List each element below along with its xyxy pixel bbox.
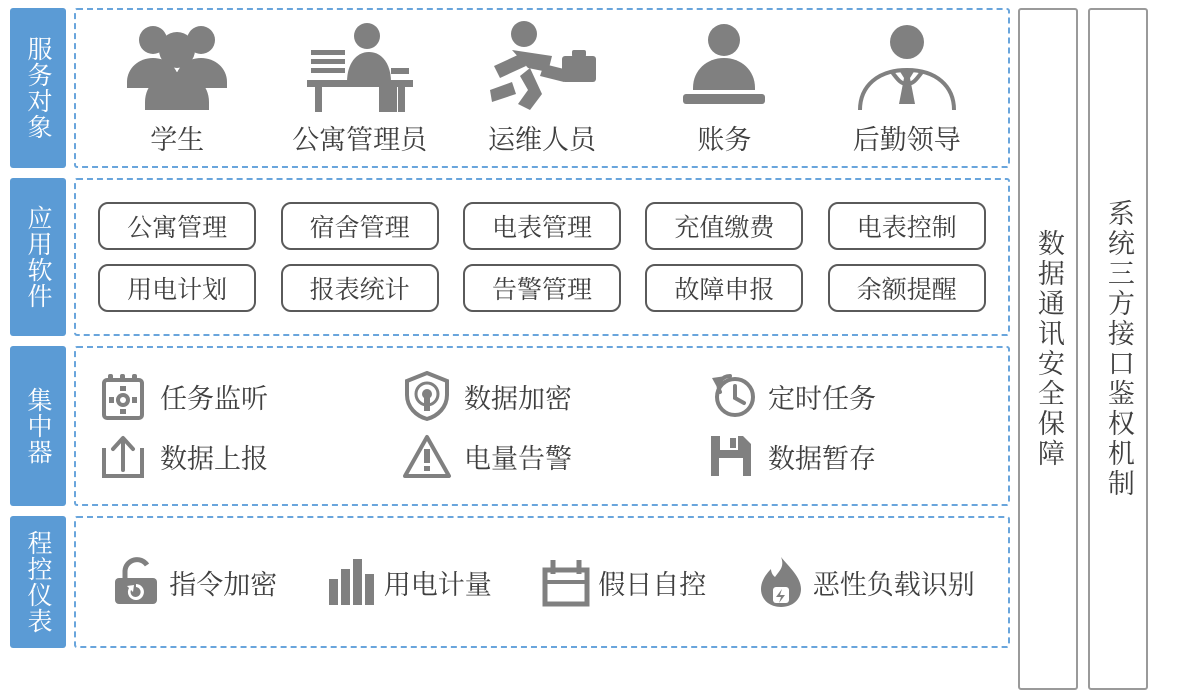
calendar-gear-icon (98, 371, 148, 421)
person-with-laptop-icon (669, 20, 779, 112)
band-programmable-meter (10, 516, 1010, 648)
concentrator-feature-scheduled-task[interactable] (706, 371, 986, 421)
panel-third-party-api-auth[interactable] (1088, 8, 1148, 690)
meter-feature-holiday-auto-control[interactable] (538, 554, 706, 610)
concentrator-container (74, 346, 1010, 506)
shield-eye-icon (402, 371, 452, 421)
right-vertical-panels (1018, 0, 1158, 698)
band-label-service-objects: 服务对象 (10, 8, 66, 168)
concentrator-feature-label: 数据上报 (160, 443, 268, 474)
concentrator-feature-label: 电量告警 (464, 443, 572, 474)
service-object-label: 后勤领导 (852, 124, 961, 155)
warning-triangle-icon (402, 431, 452, 481)
concentrator-feature-data-encryption[interactable] (402, 371, 682, 421)
concentrator-feature-data-cache[interactable] (706, 431, 986, 481)
band-application-software (10, 178, 1010, 336)
service-object-label: 运维人员 (487, 124, 596, 155)
concentrator-feature-label: 定时任务 (768, 383, 876, 414)
meter-feature-command-encryption[interactable] (109, 554, 277, 610)
app-button-dormitory-management[interactable]: 宿舍管理 (281, 202, 439, 250)
service-objects-container (74, 8, 1010, 168)
calendar-icon (538, 554, 594, 610)
panel-label: 数据通讯安全保障 (1033, 229, 1064, 469)
service-object-label: 账务 (697, 124, 752, 155)
clock-arrow-icon (706, 371, 756, 421)
programmable-meter-container (74, 516, 1010, 648)
app-pill-row-2 (86, 264, 998, 312)
meter-feature-power-metering[interactable] (324, 554, 492, 610)
meter-feature-label: 用电计量 (383, 569, 492, 600)
upload-box-icon (98, 431, 148, 481)
meter-feature-label: 指令加密 (169, 569, 278, 600)
app-button-report-statistics[interactable]: 报表统计 (281, 264, 439, 312)
concentrator-feature-power-alarm[interactable] (402, 431, 682, 481)
floppy-disk-icon (706, 431, 756, 481)
concentrator-feature-label: 数据暂存 (768, 443, 876, 474)
panel-data-communication-security[interactable] (1018, 8, 1078, 690)
concentrator-feature-label: 任务监听 (160, 383, 268, 414)
app-button-meter-management[interactable]: 电表管理 (463, 202, 621, 250)
app-pill-row-1 (86, 202, 998, 250)
app-button-recharge-payment[interactable]: 充值缴费 (645, 202, 803, 250)
app-button-balance-reminder[interactable]: 余额提醒 (828, 264, 986, 312)
concentrator-row-2 (86, 431, 998, 481)
service-object-student[interactable] (92, 20, 262, 157)
person-with-tie-icon (842, 20, 972, 112)
app-button-meter-control[interactable]: 电表控制 (828, 202, 986, 250)
service-object-label: 学生 (150, 124, 205, 155)
meter-feature-label: 假日自控 (598, 569, 707, 600)
person-at-desk-icon (295, 20, 425, 112)
application-software-container (74, 178, 1010, 336)
service-object-logistics-leader[interactable] (822, 20, 992, 157)
band-label-programmable-meter: 程控仪表 (10, 516, 66, 648)
app-button-alarm-management[interactable]: 告警管理 (463, 264, 621, 312)
band-label-application-software: 应用软件 (10, 178, 66, 336)
bar-chart-icon (324, 554, 380, 610)
app-button-apartment-management[interactable]: 公寓管理 (98, 202, 256, 250)
flame-electric-icon (753, 554, 809, 610)
service-object-apartment-manager[interactable] (275, 20, 445, 157)
meter-feature-label: 恶性负载识别 (812, 569, 975, 600)
service-object-finance[interactable] (639, 20, 809, 157)
service-object-label: 公寓管理员 (292, 124, 428, 155)
lock-refresh-icon (109, 554, 165, 610)
concentrator-feature-label: 数据加密 (464, 383, 572, 414)
concentrator-feature-task-listening[interactable] (98, 371, 378, 421)
concentrator-feature-data-upload[interactable] (98, 431, 378, 481)
service-object-ops-staff[interactable] (457, 20, 627, 157)
band-label-concentrator: 集中器 (10, 346, 66, 506)
group-of-people-icon (117, 20, 237, 112)
concentrator-row-1 (86, 371, 998, 421)
panel-label: 系统三方接口鉴权机制 (1103, 199, 1134, 499)
running-worker-icon (482, 20, 602, 112)
meter-feature-malicious-load-recognition[interactable] (753, 554, 975, 610)
band-service-objects (10, 8, 1010, 168)
band-concentrator (10, 346, 1010, 506)
app-button-power-plan[interactable]: 用电计划 (98, 264, 256, 312)
app-button-fault-report[interactable]: 故障申报 (645, 264, 803, 312)
